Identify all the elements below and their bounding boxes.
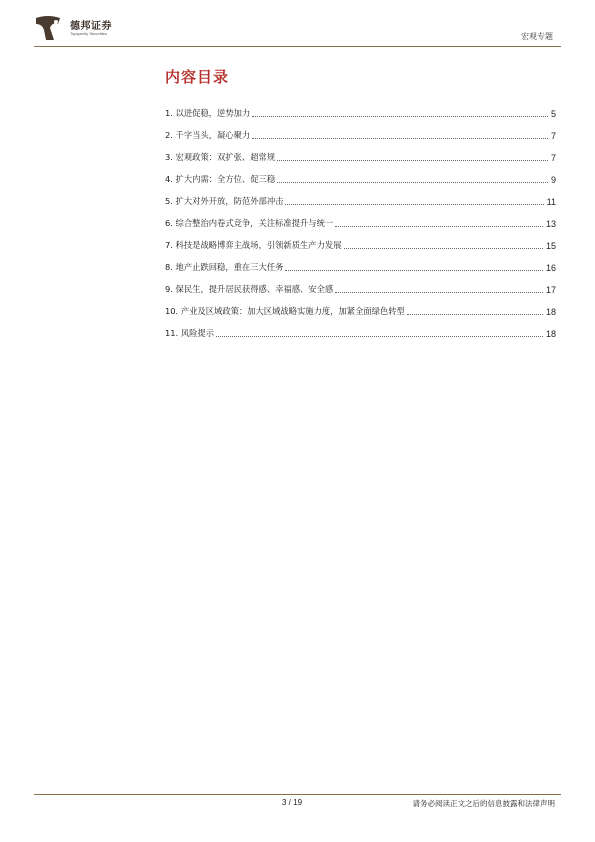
footer-disclaimer: 请务必阅读正文之后的信息披露和法律声明 xyxy=(412,799,555,808)
toc-item-label: 2. 千字当头，凝心聚力 xyxy=(165,130,251,140)
toc-item-page: 17 xyxy=(545,285,556,295)
toc-leader-dots xyxy=(285,269,543,271)
toc-item-label: 7. 科技是战略博弈主战场，引领新质生产力发展 xyxy=(165,240,342,250)
toc-item-page: 5 xyxy=(550,109,556,119)
toc-item-label: 1. 以进促稳，逆势加力 xyxy=(165,108,251,118)
toc-leader-dots xyxy=(407,313,543,315)
toc-leader-dots xyxy=(335,291,543,293)
footer-divider xyxy=(34,794,561,795)
toc-item-label: 3. 宏观政策：双扩张、超常规 xyxy=(165,152,276,162)
toc-item-page: 7 xyxy=(550,131,556,141)
toc-item-label: 10. 产业及区域政策：加大区域战略实施力度，加紧全面绿色转型 xyxy=(165,306,405,316)
toc-item-label: 5. 扩大对外开放，防范外部冲击 xyxy=(165,196,284,206)
toc-leader-dots xyxy=(252,137,548,139)
toc-item[interactable] xyxy=(165,185,556,207)
toc-item[interactable] xyxy=(165,317,556,339)
page-number: 3 / 19 xyxy=(282,798,303,807)
toc-item-label: 6. 综合整治内卷式竞争，关注标准提升与统一 xyxy=(165,218,334,228)
toc-item-label: 4. 扩大内需：全方位、促三稳 xyxy=(165,174,276,184)
toc-item[interactable] xyxy=(165,97,556,119)
toc-item-page: 18 xyxy=(545,307,556,317)
header-divider xyxy=(34,46,561,47)
toc-leader-dots xyxy=(285,203,543,205)
toc-title: 内容目录 xyxy=(165,68,230,86)
toc-item[interactable] xyxy=(165,295,556,317)
toc-item[interactable] xyxy=(165,207,556,229)
toc-leader-dots xyxy=(216,335,543,337)
toc-item[interactable] xyxy=(165,229,556,251)
toc-item-page: 18 xyxy=(545,329,556,339)
toc-item-label: 8. 地产止跌回稳，重在三大任务 xyxy=(165,262,284,272)
toc-item-label: 9. 保民生，提升居民获得感、幸福感、安全感 xyxy=(165,284,334,294)
toc-item[interactable] xyxy=(165,119,556,141)
toc-item[interactable] xyxy=(165,163,556,185)
toc-item[interactable] xyxy=(165,273,556,295)
toc-item-page: 7 xyxy=(550,153,556,163)
toc-item-page: 13 xyxy=(545,219,556,229)
table-of-contents xyxy=(165,97,556,339)
toc-leader-dots xyxy=(252,115,548,117)
company-logo xyxy=(34,14,66,46)
toc-leader-dots xyxy=(344,247,543,249)
toc-item[interactable] xyxy=(165,141,556,163)
toc-leader-dots xyxy=(335,225,543,227)
toc-item-page: 15 xyxy=(545,241,556,251)
toc-leader-dots xyxy=(277,181,548,183)
toc-item-page: 16 xyxy=(545,263,556,273)
toc-leader-dots xyxy=(277,159,548,161)
toc-item-label: 11. 风险提示 xyxy=(165,328,215,338)
company-name: 德邦证券 xyxy=(70,21,112,32)
toc-item[interactable] xyxy=(165,251,556,273)
company-name-en: Topsperity Securities xyxy=(70,31,107,36)
toc-item-page: 11 xyxy=(546,197,556,207)
toc-item-page: 9 xyxy=(550,175,556,185)
report-type: 宏观专题 xyxy=(521,32,553,41)
logo-mark-icon xyxy=(34,14,66,42)
